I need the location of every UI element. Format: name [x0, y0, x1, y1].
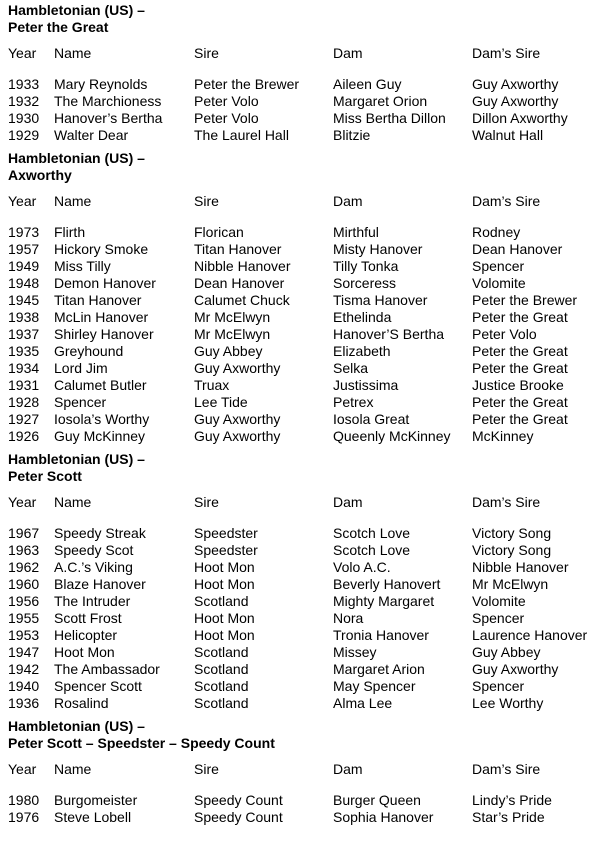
table-cell: Peter Volo	[194, 93, 259, 109]
table-cell: Petrex	[333, 394, 374, 410]
table-cell: Spencer	[472, 678, 525, 694]
table-cell: Dean Hanover	[194, 275, 285, 291]
table-cell: 1948	[8, 275, 40, 291]
table-cell: Guy Axworthy	[472, 93, 559, 109]
table-cell: Margaret Arion	[333, 661, 425, 677]
section-title: Hambletonian (US) –	[8, 451, 145, 467]
table-row	[8, 127, 591, 144]
table-cell: Iosola Great	[333, 411, 410, 427]
table-row	[8, 258, 591, 275]
table-cell: Victory Song	[472, 542, 552, 558]
column-header: Name	[54, 193, 92, 209]
table-cell: Burger Queen	[333, 792, 421, 808]
table-row	[8, 542, 591, 559]
table-cell: Hoot Mon	[194, 559, 255, 575]
table-cell: Scotland	[194, 661, 249, 677]
table-cell: Nibble Hanover	[472, 559, 569, 575]
table-cell: 1960	[8, 576, 40, 592]
table-cell: Guy Axworthy	[472, 661, 559, 677]
column-header: Dam’s Sire	[472, 193, 541, 209]
table-row	[8, 809, 591, 826]
table-cell: Miss Tilly	[54, 258, 111, 274]
column-header: Year	[8, 193, 37, 209]
table-cell: Burgomeister	[54, 792, 138, 808]
table-cell: Hoot Mon	[194, 610, 255, 626]
table-row	[8, 792, 591, 809]
table-cell: Alma Lee	[333, 695, 393, 711]
table-cell: Spencer Scott	[54, 678, 142, 694]
table-cell: Peter the Brewer	[194, 76, 300, 92]
table-cell: Peter Volo	[194, 110, 259, 126]
table-cell: Mary Reynolds	[54, 76, 148, 92]
table-cell: Greyhound	[54, 343, 124, 359]
table-cell: 1934	[8, 360, 40, 376]
table-cell: Elizabeth	[333, 343, 391, 359]
table-cell: Selka	[333, 360, 369, 376]
table-row	[8, 695, 591, 712]
table-cell: Speedy Count	[194, 792, 283, 808]
table-cell: 1967	[8, 525, 40, 541]
column-header: Year	[8, 494, 37, 510]
table-cell: Hoot Mon	[194, 627, 255, 643]
table-cell: Hickory Smoke	[54, 241, 149, 257]
table-cell: Mr McElwyn	[472, 576, 549, 592]
table-cell: Scotch Love	[333, 542, 411, 558]
table-cell: Guy McKinney	[54, 428, 146, 444]
table-cell: 1933	[8, 76, 40, 92]
section	[8, 2, 591, 144]
table-cell: Justissima	[333, 377, 399, 393]
table-cell: Star’s Pride	[472, 809, 545, 825]
table-cell: Florican	[194, 224, 244, 240]
table-cell: Scotch Love	[333, 525, 411, 541]
column-header: Dam	[333, 45, 363, 61]
table-row	[8, 525, 591, 542]
column-header: Sire	[194, 761, 219, 777]
table-cell: Lee Worthy	[472, 695, 544, 711]
table-cell: Lee Tide	[194, 394, 248, 410]
table-cell: Spencer	[54, 394, 107, 410]
table-cell: The Intruder	[54, 593, 131, 609]
table-cell: 1927	[8, 411, 40, 427]
table-cell: 1955	[8, 610, 40, 626]
table-cell: Walnut Hall	[472, 127, 544, 143]
table-cell: Guy Axworthy	[472, 76, 559, 92]
table-cell: 1980	[8, 792, 40, 808]
table-cell: Mirthful	[333, 224, 379, 240]
table-cell: 1928	[8, 394, 40, 410]
table-cell: Peter the Brewer	[472, 292, 578, 308]
table-cell: Scotland	[194, 644, 249, 660]
table-cell: Peter the Great	[472, 411, 568, 427]
table-cell: Guy Abbey	[194, 343, 263, 359]
column-header: Year	[8, 45, 37, 61]
table-cell: 1930	[8, 110, 40, 126]
table-cell: 1963	[8, 542, 40, 558]
table-cell: Scott Frost	[54, 610, 122, 626]
section	[8, 451, 591, 712]
table-cell: McKinney	[472, 428, 534, 444]
section-subtitle: Peter Scott	[8, 468, 82, 484]
table-cell: A.C.’s Viking	[54, 559, 133, 575]
column-header-row	[8, 193, 591, 210]
table-cell: Demon Hanover	[54, 275, 156, 291]
table-row	[8, 110, 591, 127]
table-cell: Blitzie	[333, 127, 371, 143]
table-cell: Aileen Guy	[333, 76, 402, 92]
table-cell: Hoot Mon	[54, 644, 115, 660]
table-cell: Victory Song	[472, 525, 552, 541]
table-cell: Truax	[194, 377, 230, 393]
table-cell: The Marchioness	[54, 93, 162, 109]
table-row	[8, 627, 591, 644]
table-cell: 1973	[8, 224, 40, 240]
table-cell: 1949	[8, 258, 40, 274]
table-cell: Titan Hanover	[194, 241, 282, 257]
table-cell: Scotland	[194, 593, 249, 609]
table-cell: Nibble Hanover	[194, 258, 291, 274]
table-cell: Blaze Hanover	[54, 576, 146, 592]
table-cell: 1947	[8, 644, 40, 660]
table-row	[8, 428, 591, 445]
table-cell: Scotland	[194, 678, 249, 694]
table-cell: Calumet Butler	[54, 377, 147, 393]
column-header: Dam	[333, 193, 363, 209]
table-cell: 1962	[8, 559, 40, 575]
table-cell: Hanover’s Bertha	[54, 110, 163, 126]
table-cell: Tilly Tonka	[333, 258, 399, 274]
table-cell: Queenly McKinney	[333, 428, 451, 444]
table-cell: 1926	[8, 428, 40, 444]
table-cell: Peter the Great	[472, 309, 568, 325]
table-row	[8, 309, 591, 326]
column-header: Name	[54, 45, 92, 61]
section	[8, 718, 591, 826]
table-cell: Helicopter	[54, 627, 118, 643]
column-header: Dam’s Sire	[472, 761, 541, 777]
table-row	[8, 326, 591, 343]
table-cell: Rodney	[472, 224, 521, 240]
column-header: Dam’s Sire	[472, 45, 541, 61]
table-cell: 1938	[8, 309, 40, 325]
table-row	[8, 593, 591, 610]
table-cell: 1932	[8, 93, 40, 109]
table-row	[8, 292, 591, 309]
column-header: Year	[8, 761, 37, 777]
section	[8, 150, 591, 445]
section-subtitle: Peter Scott – Speedster – Speedy Count	[8, 735, 275, 751]
table-cell: Peter the Great	[472, 394, 568, 410]
table-row	[8, 224, 591, 241]
table-cell: Justice Brooke	[472, 377, 564, 393]
column-header: Sire	[194, 494, 219, 510]
table-row	[8, 76, 591, 93]
table-cell: 1937	[8, 326, 40, 342]
table-cell: Shirley Hanover	[54, 326, 154, 342]
column-header: Name	[54, 494, 92, 510]
table-cell: 1942	[8, 661, 40, 677]
table-row	[8, 241, 591, 258]
table-row	[8, 275, 591, 292]
table-cell: The Laurel Hall	[194, 127, 289, 143]
table-cell: Walter Dear	[54, 127, 129, 143]
table-cell: Guy Axworthy	[194, 428, 281, 444]
table-cell: Flirth	[54, 224, 86, 240]
table-cell: Calumet Chuck	[194, 292, 290, 308]
section-subtitle: Peter the Great	[8, 19, 109, 35]
table-cell: Missey	[333, 644, 377, 660]
table-cell: Nora	[333, 610, 364, 626]
table-cell: 1935	[8, 343, 40, 359]
table-cell: Laurence Hanover	[472, 627, 588, 643]
table-cell: Hoot Mon	[194, 576, 255, 592]
table-cell: Mighty Margaret	[333, 593, 435, 609]
table-cell: Beverly Hanovert	[333, 576, 441, 592]
column-header-row	[8, 45, 591, 62]
table-cell: Miss Bertha Dillon	[333, 110, 446, 126]
table-cell: Lindy’s Pride	[472, 792, 552, 808]
table-cell: 1929	[8, 127, 40, 143]
table-cell: Sophia Hanover	[333, 809, 434, 825]
table-cell: Hanover’S Bertha	[333, 326, 445, 342]
column-header: Dam	[333, 761, 363, 777]
column-header: Sire	[194, 193, 219, 209]
table-cell: 1945	[8, 292, 40, 308]
column-header: Dam	[333, 494, 363, 510]
table-cell: Guy Axworthy	[194, 411, 281, 427]
table-cell: 1953	[8, 627, 40, 643]
table-cell: Speedy Streak	[54, 525, 146, 541]
table-cell: 1976	[8, 809, 40, 825]
table-cell: Spencer	[472, 258, 525, 274]
table-cell: Scotland	[194, 695, 249, 711]
table-cell: Volomite	[472, 593, 526, 609]
table-cell: 1936	[8, 695, 40, 711]
section-title: Hambletonian (US) –	[8, 2, 145, 18]
table-cell: Peter the Great	[472, 343, 568, 359]
column-header: Sire	[194, 45, 219, 61]
table-cell: 1956	[8, 593, 40, 609]
table-row	[8, 377, 591, 394]
table-cell: May Spencer	[333, 678, 416, 694]
table-row	[8, 644, 591, 661]
column-header-row	[8, 494, 591, 511]
table-cell: Mr McElwyn	[194, 309, 271, 325]
table-row	[8, 610, 591, 627]
table-cell: Dillon Axworthy	[472, 110, 568, 126]
table-cell: Volo A.C.	[333, 559, 391, 575]
column-header: Name	[54, 761, 92, 777]
table-row	[8, 360, 591, 377]
table-row	[8, 576, 591, 593]
table-cell: 1957	[8, 241, 40, 257]
document	[8, 0, 591, 826]
pedigree-sections	[8, 2, 591, 826]
table-cell: Tisma Hanover	[333, 292, 428, 308]
table-cell: Peter the Great	[472, 360, 568, 376]
table-cell: The Ambassador	[54, 661, 160, 677]
table-cell: Lord Jim	[54, 360, 108, 376]
table-cell: Spencer	[472, 610, 525, 626]
section-subtitle: Axworthy	[8, 167, 72, 183]
table-cell: Speedster	[194, 525, 258, 541]
table-row	[8, 343, 591, 360]
table-cell: Tronia Hanover	[333, 627, 429, 643]
table-cell: Guy Abbey	[472, 644, 541, 660]
table-cell: Speedy Count	[194, 809, 283, 825]
table-cell: Mr McElwyn	[194, 326, 271, 342]
table-cell: McLin Hanover	[54, 309, 149, 325]
column-header-row	[8, 761, 591, 778]
section-title: Hambletonian (US) –	[8, 718, 145, 734]
table-row	[8, 678, 591, 695]
table-cell: Speedy Scot	[54, 542, 134, 558]
table-cell: Sorceress	[333, 275, 397, 291]
table-cell: Peter Volo	[472, 326, 537, 342]
table-cell: Titan Hanover	[54, 292, 142, 308]
table-cell: Margaret Orion	[333, 93, 428, 109]
table-row	[8, 411, 591, 428]
table-cell: Ethelinda	[333, 309, 392, 325]
table-cell: Misty Hanover	[333, 241, 423, 257]
table-cell: Guy Axworthy	[194, 360, 281, 376]
table-row	[8, 93, 591, 110]
table-cell: 1931	[8, 377, 40, 393]
section-title: Hambletonian (US) –	[8, 150, 145, 166]
table-row	[8, 394, 591, 411]
table-cell: 1940	[8, 678, 40, 694]
column-header: Dam’s Sire	[472, 494, 541, 510]
table-cell: Rosalind	[54, 695, 109, 711]
table-cell: Iosola’s Worthy	[54, 411, 150, 427]
table-row	[8, 559, 591, 576]
table-cell: Speedster	[194, 542, 258, 558]
table-cell: Dean Hanover	[472, 241, 563, 257]
table-cell: Steve Lobell	[54, 809, 132, 825]
table-row	[8, 661, 591, 678]
table-cell: Volomite	[472, 275, 526, 291]
